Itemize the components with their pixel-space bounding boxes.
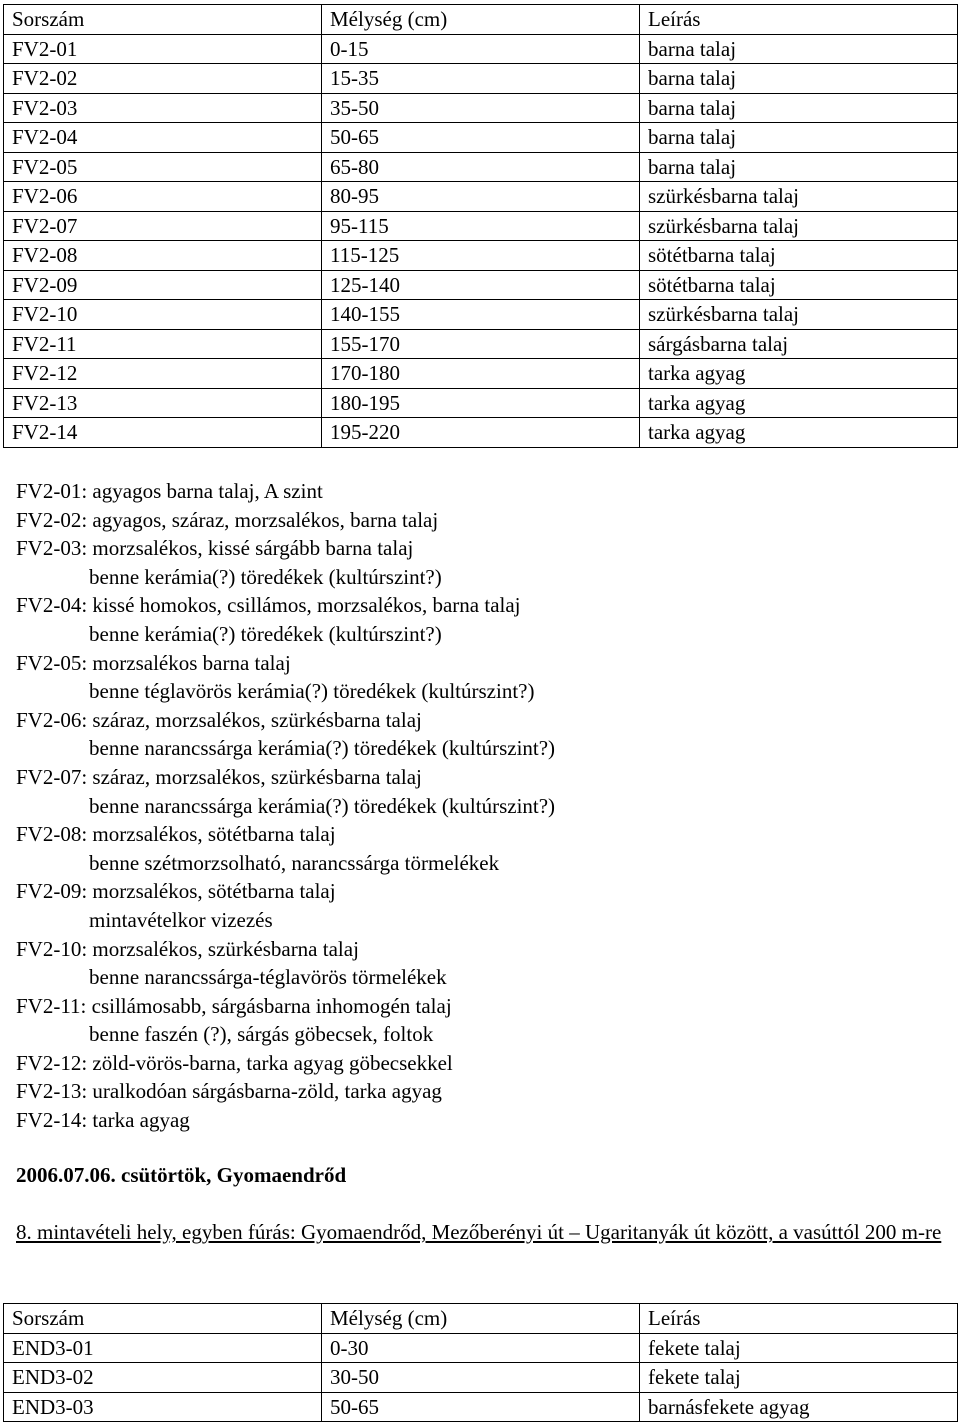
column-header: Leírás	[640, 5, 958, 35]
description-detail: mintavételkor vizezés	[89, 907, 273, 932]
description-line: FV2-09: morzsalékos, sötétbarna talaj	[16, 879, 336, 904]
table-row	[4, 152, 958, 182]
table-cell: 125-140	[322, 270, 640, 300]
table-row	[4, 64, 958, 94]
column-header: Mélység (cm)	[322, 1304, 640, 1334]
column-header: Mélység (cm)	[322, 5, 640, 35]
table-row	[4, 241, 958, 271]
column-header: Sorszám	[4, 5, 322, 35]
description-line: FV2-08: morzsalékos, sötétbarna talaj	[16, 822, 336, 847]
description-line: FV2-03: morzsalékos, kissé sárgább barna talaj	[16, 536, 414, 561]
description-line: FV2-04: kissé homokos, csillámos, morzsalékos, barna talaj	[16, 593, 521, 618]
table-cell: FV2-04	[4, 123, 322, 153]
table-row	[4, 182, 958, 212]
table-cell: sötétbarna talaj	[640, 241, 958, 271]
table-cell: sötétbarna talaj	[640, 270, 958, 300]
table-cell: 0-15	[322, 34, 640, 64]
table-cell: FV2-08	[4, 241, 322, 271]
sample-descriptions	[16, 477, 946, 1135]
table-cell: 140-155	[322, 300, 640, 330]
table-cell: szürkésbarna talaj	[640, 182, 958, 212]
description-line: FV2-10: morzsalékos, szürkésbarna talaj	[16, 936, 359, 961]
table-row	[4, 359, 958, 389]
table-cell: 65-80	[322, 152, 640, 182]
table-cell: FV2-06	[4, 182, 322, 212]
table-cell: 50-65	[322, 123, 640, 153]
description-line: FV2-11: csillámosabb, sárgásbarna inhomogén talaj	[16, 993, 452, 1018]
table-cell: tarka agyag	[640, 359, 958, 389]
table-cell: END3-01	[4, 1333, 322, 1363]
description-line: FV2-01: agyagos barna talaj, A szint	[16, 479, 323, 503]
description-line: FV2-02: agyagos, száraz, morzsalékos, barna talaj	[16, 507, 439, 532]
site-heading: 8. mintavételi hely, egyben fúrás: Gyomaendrőd, Mezőberényi út – Ugaritanyák út között, a vasúttól 200 m-re	[16, 1220, 942, 1244]
table-cell: 15-35	[322, 64, 640, 94]
description-line: FV2-14: tarka agyag	[16, 1108, 190, 1133]
column-header: Sorszám	[4, 1304, 322, 1334]
table-cell: FV2-14	[4, 418, 322, 448]
sample-table-end3	[3, 1303, 958, 1422]
description-detail: benne faszén (?), sárgás göbecsek, foltok	[89, 1022, 434, 1047]
table-cell: 170-180	[322, 359, 640, 389]
table-cell: 80-95	[322, 182, 640, 212]
table-row	[4, 388, 958, 418]
table-row	[4, 1333, 958, 1363]
table-cell: FV2-10	[4, 300, 322, 330]
table-header-row	[4, 1304, 958, 1334]
table-cell: FV2-03	[4, 93, 322, 123]
table-cell: fekete talaj	[640, 1333, 958, 1363]
table-cell: 155-170	[322, 329, 640, 359]
table-row	[4, 418, 958, 448]
table-cell: 195-220	[322, 418, 640, 448]
sample-table-fv2	[3, 4, 958, 448]
table-cell: barna talaj	[640, 93, 958, 123]
table-header-row	[4, 5, 958, 35]
table-cell: FV2-09	[4, 270, 322, 300]
table-cell: END3-02	[4, 1363, 322, 1393]
table-cell: barna talaj	[640, 34, 958, 64]
table-cell: FV2-11	[4, 329, 322, 359]
table-row	[4, 93, 958, 123]
table-cell: barnásfekete agyag	[640, 1392, 958, 1422]
table-cell: 180-195	[322, 388, 640, 418]
table-cell: sárgásbarna talaj	[640, 329, 958, 359]
table-row	[4, 34, 958, 64]
description-line: FV2-07: száraz, morzsalékos, szürkésbarna talaj	[16, 764, 422, 789]
date-heading: 2006.07.06. csütörtök, Gyomaendrőd	[16, 1163, 347, 1187]
table-cell: FV2-02	[4, 64, 322, 94]
table-cell: END3-03	[4, 1392, 322, 1422]
table-cell: 35-50	[322, 93, 640, 123]
table-cell: 30-50	[322, 1363, 640, 1393]
table-row	[4, 123, 958, 153]
table-row	[4, 300, 958, 330]
description-line: FV2-12: zöld-vörös-barna, tarka agyag göbecsekkel	[16, 1050, 453, 1075]
table-row	[4, 1363, 958, 1393]
table-row	[4, 211, 958, 241]
table-row	[4, 270, 958, 300]
table-cell: tarka agyag	[640, 388, 958, 418]
table-cell: barna talaj	[640, 123, 958, 153]
table-cell: szürkésbarna talaj	[640, 211, 958, 241]
table-cell: FV2-05	[4, 152, 322, 182]
table-cell: FV2-01	[4, 34, 322, 64]
column-header: Leírás	[640, 1304, 958, 1334]
description-detail: benne kerámia(?) töredékek (kultúrszint?)	[89, 621, 442, 646]
description-detail: benne narancssárga-téglavörös törmelékek	[89, 965, 447, 990]
table-cell: 95-115	[322, 211, 640, 241]
table-cell: FV2-12	[4, 359, 322, 389]
table-cell: 50-65	[322, 1392, 640, 1422]
description-detail: benne narancssárga kerámia(?) töredékek (kultúrszint?)	[89, 793, 556, 818]
table-row	[4, 329, 958, 359]
table-cell: szürkésbarna talaj	[640, 300, 958, 330]
description-line: FV2-06: száraz, morzsalékos, szürkésbarna talaj	[16, 707, 422, 732]
table-cell: 115-125	[322, 241, 640, 271]
table-cell: barna talaj	[640, 64, 958, 94]
description-detail: benne narancssárga kerámia(?) töredékek (kultúrszint?)	[89, 736, 556, 761]
table-cell: FV2-13	[4, 388, 322, 418]
table-cell: tarka agyag	[640, 418, 958, 448]
table-cell: fekete talaj	[640, 1363, 958, 1393]
table-cell: FV2-07	[4, 211, 322, 241]
table-cell: barna talaj	[640, 152, 958, 182]
description-detail: benne kerámia(?) töredékek (kultúrszint?)	[89, 564, 442, 589]
description-detail: benne szétmorzsolható, narancssárga törmelékek	[89, 850, 500, 875]
table-row	[4, 1392, 958, 1422]
description-line: FV2-05: morzsalékos barna talaj	[16, 650, 291, 675]
description-detail: benne téglavörös kerámia(?) töredékek (kultúrszint?)	[89, 679, 535, 704]
description-line: FV2-13: uralkodóan sárgásbarna-zöld, tarka agyag	[16, 1079, 442, 1104]
table-cell: 0-30	[322, 1333, 640, 1363]
